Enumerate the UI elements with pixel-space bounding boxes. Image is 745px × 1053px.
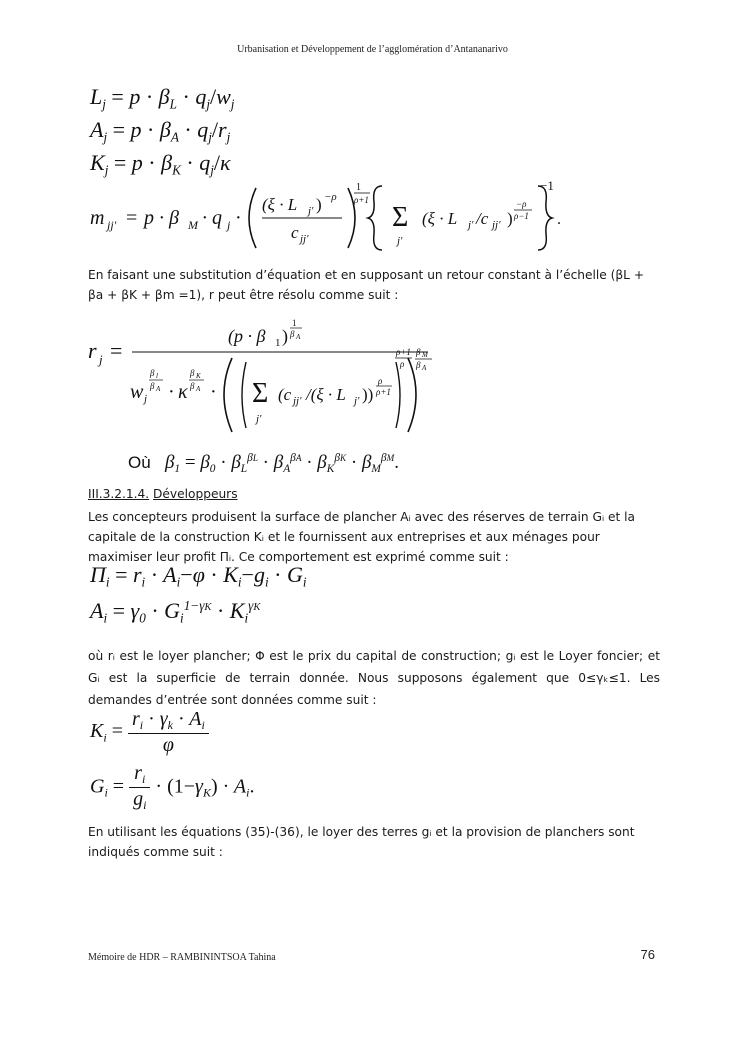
svg-text:β: β: [190, 381, 195, 391]
svg-text:·: ·: [210, 381, 217, 403]
svg-text:j': j': [256, 413, 262, 425]
svg-text:)): )): [362, 385, 374, 404]
svg-text:j': j': [308, 205, 314, 217]
svg-text:ρ+1: ρ+1: [376, 387, 391, 397]
svg-text:β: β: [190, 368, 195, 378]
svg-text:ρ: ρ: [378, 376, 383, 386]
svg-text:jj': jj': [492, 219, 501, 231]
svg-text:−ρ: −ρ: [324, 191, 337, 203]
section-heading: [88, 487, 238, 501]
svg-text:β: β: [416, 360, 421, 370]
svg-text:ρ+1: ρ+1: [354, 195, 369, 205]
svg-text:/c: /c: [476, 209, 489, 228]
svg-text:ρ+1: ρ+1: [396, 347, 411, 357]
svg-text:j: j: [144, 393, 148, 405]
svg-text:j': j': [354, 395, 360, 407]
running-header: Urbanisation et Développement de l’agglomération d’Antananarivo: [237, 44, 508, 55]
svg-text:): ): [316, 195, 322, 214]
svg-text:(p · β: (p · β: [228, 326, 266, 346]
svg-text:β: β: [150, 381, 155, 391]
substitution-paragraph: En faisant une substitution d’équation et en supposant un retour constant à l’échelle (βL + βa + βK + βm =1), r peut être résolu comme suit :: [88, 268, 645, 302]
svg-text:c: c: [291, 223, 299, 242]
svg-text:·: ·: [235, 207, 242, 229]
svg-text:(ξ · L: (ξ · L: [422, 209, 458, 228]
page-number: 76: [640, 947, 655, 962]
svg-text:M: M: [188, 218, 198, 232]
closing-paragraph: En utilisant les équations (35)-(36), le loyer des terres gᵢ et la provision de planchers sont indiqués comme suit :: [88, 825, 635, 859]
svg-text:A: A: [422, 364, 427, 372]
svg-text:·: ·: [168, 381, 175, 403]
floor-production-equation: $A_i = \gamma_0 \cdot G_i^{1-\gamma K} \cdot K_i^{\gamma K}$: [90, 598, 261, 626]
svg-text:A: A: [196, 385, 201, 393]
svg-text:κ: κ: [178, 381, 188, 403]
svg-text:jj': jj': [107, 218, 117, 232]
svg-text:l: l: [156, 372, 158, 380]
svg-text:r: r: [88, 338, 97, 363]
svg-text:−ρ: −ρ: [516, 199, 527, 209]
svg-text:j: j: [99, 352, 103, 367]
beta1-definition-equation: Où $\beta_1 = \beta_0 \cdot \beta_L^{\beta L} \cdot \beta_A^{\beta A} \cdot \beta_K^{\beta K} \cdot \beta_M^{\beta M}$.: [128, 452, 399, 475]
svg-text:w: w: [130, 381, 144, 403]
rent-solution-equation: [86, 318, 456, 436]
land-demand-equation: $A_j = p \cdot \beta_A \cdot q_j/r_j$: [90, 117, 231, 145]
svg-text:(ξ · L: (ξ · L: [262, 195, 298, 214]
svg-text:1: 1: [356, 182, 361, 193]
footer-author: Mémoire de HDR – RAMBININTSOA Tahina: [88, 952, 276, 963]
svg-text:/(ξ · L: /(ξ · L: [306, 385, 346, 404]
svg-text:K: K: [196, 372, 201, 380]
capital-input-equation: $K_i$ = $\frac{r_i \cdot \gamma_k \cdot A_i}{\varphi}$: [90, 708, 209, 757]
svg-text:j: j: [227, 218, 231, 232]
labor-demand-equation: $L_j = p \cdot \beta_L \cdot q_j/w_j$: [90, 84, 235, 112]
svg-text:A: A: [156, 385, 161, 393]
svg-text:β: β: [290, 329, 295, 339]
svg-text:=: =: [126, 207, 138, 229]
svg-text:ρ−1: ρ−1: [514, 211, 529, 221]
svg-text:j': j': [468, 219, 474, 231]
svg-text:ρ: ρ: [400, 359, 405, 369]
intermediate-demand-equation: [86, 178, 566, 252]
capital-demand-equation: $K_j = p \cdot \beta_K \cdot q_j/\kappa$: [90, 150, 231, 178]
svg-text:1: 1: [275, 337, 281, 349]
variables-paragraph: où rᵢ est le loyer plancher; Φ est le prix du capital de construction; gᵢ est le Loyer foncier; et Gᵢ est la superficie de terrain donnée. Nous supposons également que 0≤γₖ≤1. Les demandes d’entrée sont données comme suit :: [88, 649, 660, 707]
svg-text:β: β: [150, 368, 155, 378]
svg-text:M: M: [422, 351, 428, 359]
svg-text:−1: −1: [540, 178, 554, 193]
svg-text:p · β: p · β: [144, 207, 179, 229]
svg-text:A: A: [296, 333, 301, 341]
section-title: Développeurs: [153, 487, 238, 501]
svg-text:.: .: [557, 211, 561, 228]
svg-text:jj': jj': [300, 233, 309, 245]
svg-text:jj': jj': [293, 395, 302, 407]
svg-text:m: m: [90, 207, 105, 229]
svg-text:Σ: Σ: [392, 202, 409, 233]
svg-text:): ): [282, 326, 288, 346]
svg-text:=: =: [110, 338, 123, 363]
svg-text:): ): [507, 209, 513, 228]
developers-paragraph: Les concepteurs produisent la surface de plancher Aᵢ avec des réserves de terrain Gᵢ et la capitale de la construction Kᵢ et le fournissent aux entreprises et aux ménages pour maximiser leur profit Πᵢ. Ce comportement est exprimé comme suit :: [88, 510, 636, 564]
svg-text:(c: (c: [278, 385, 292, 404]
land-input-equation: $G_i$ = $\frac{r_i}{g_i}$ · $(1-\gamma_K) \cdot A_i$.: [90, 762, 255, 813]
svg-text:1: 1: [292, 318, 297, 328]
svg-text:j': j': [397, 235, 403, 247]
svg-text:Σ: Σ: [252, 378, 269, 409]
svg-text:β: β: [416, 347, 421, 357]
section-number: III.3.2.1.4.: [88, 487, 150, 501]
svg-text:· q: · q: [202, 207, 222, 229]
profit-equation: $\Pi_i = r_i \cdot A_i-\varphi \cdot K_i-g_i \cdot G_i$: [90, 562, 307, 590]
